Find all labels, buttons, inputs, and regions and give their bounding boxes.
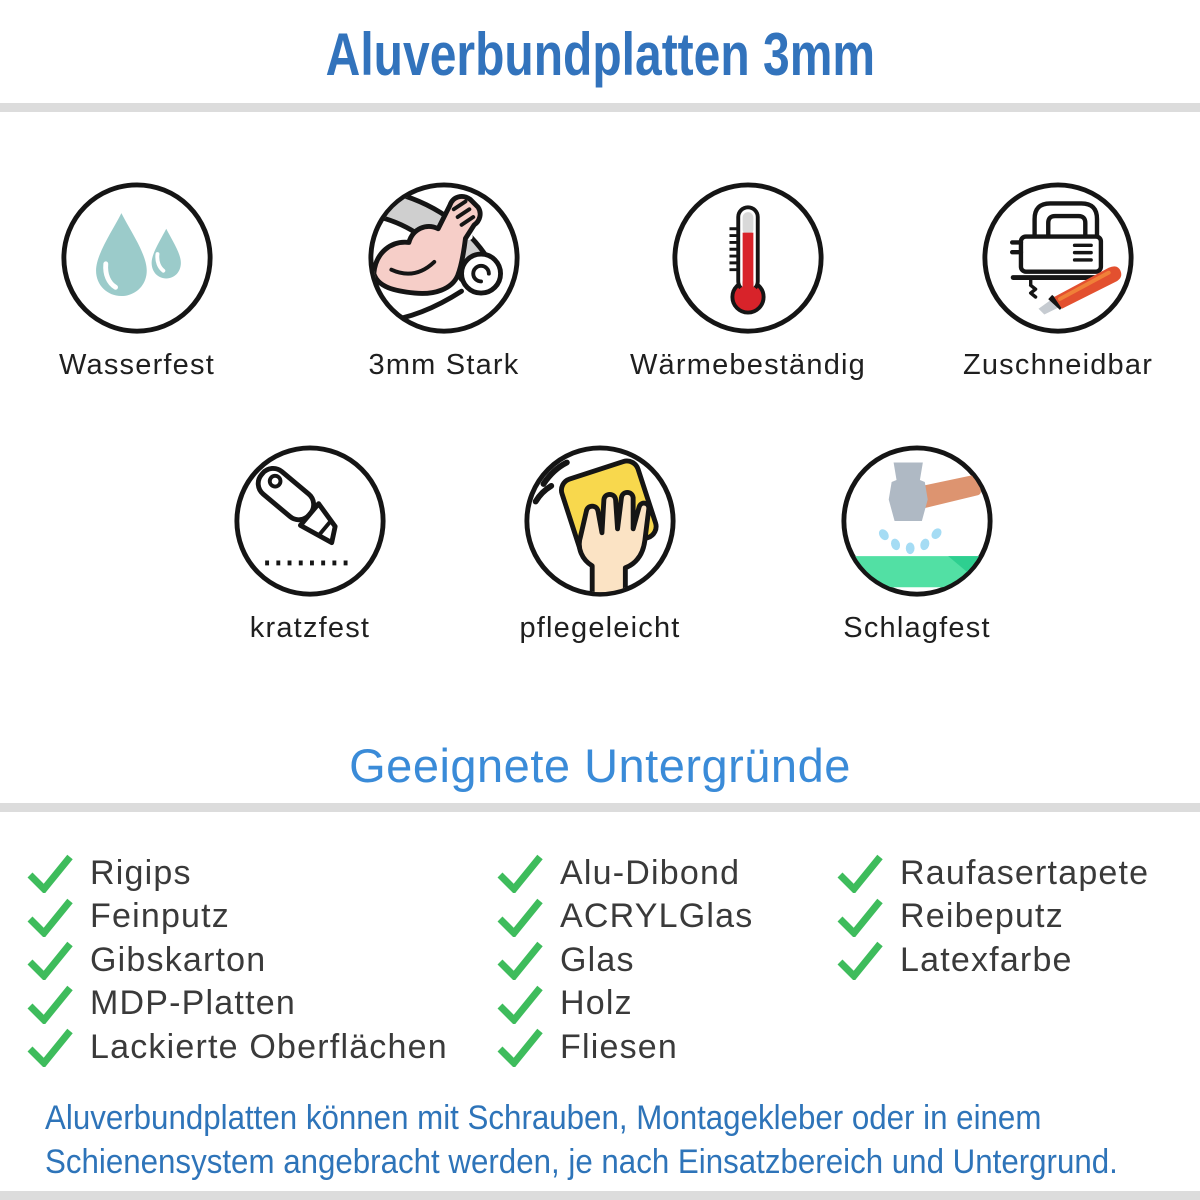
page-title: Aluverbundplatten 3mm bbox=[325, 21, 875, 88]
footer-line: Aluverbundplatten können mit Schrauben, Montagekleber oder in einem bbox=[45, 1099, 1042, 1137]
list-item-label: Reibeputz bbox=[900, 897, 1064, 936]
list-item-label: Lackierte Oberflächen bbox=[90, 1027, 448, 1066]
feature-kratzfest bbox=[160, 443, 460, 645]
list-item-label: Gibskarton bbox=[90, 940, 267, 979]
feature-label: pflegeleicht bbox=[519, 612, 681, 644]
list-item bbox=[497, 1027, 753, 1067]
check-icon bbox=[497, 1027, 543, 1067]
list-item-label: Glas bbox=[560, 940, 635, 979]
list-item bbox=[837, 940, 1149, 980]
list-item-label: Fliesen bbox=[560, 1027, 679, 1066]
cleaning-hand-icon bbox=[522, 443, 678, 599]
list-item-label: Feinputz bbox=[90, 897, 231, 936]
check-icon bbox=[27, 1027, 73, 1067]
feature-label: Zuschneidbar bbox=[962, 349, 1154, 381]
water-drops-icon bbox=[59, 180, 215, 336]
footer-note bbox=[45, 1096, 1195, 1184]
list-item bbox=[497, 897, 753, 937]
feature-pflegeleicht bbox=[450, 443, 750, 645]
divider bbox=[0, 803, 1200, 812]
list-item bbox=[27, 984, 448, 1024]
jigsaw-cutter-icon bbox=[980, 180, 1136, 336]
list-item bbox=[837, 897, 1149, 937]
feature-label: kratzfest bbox=[249, 612, 371, 644]
check-icon bbox=[837, 940, 883, 980]
list-item bbox=[837, 853, 1149, 893]
substrate-column-1 bbox=[27, 853, 448, 1071]
list-item-label: Latexfarbe bbox=[900, 940, 1073, 979]
feature-label: Wasserfest bbox=[59, 349, 215, 381]
divider bbox=[0, 1191, 1200, 1200]
list-item bbox=[497, 940, 753, 980]
feature-label: 3mm Stark bbox=[368, 349, 520, 381]
check-icon bbox=[837, 853, 883, 893]
footer-line: Schienensystem angebracht werden, je nach Einsatzbereich und Untergrund. bbox=[45, 1143, 1118, 1181]
hammer-impact-icon bbox=[839, 443, 995, 599]
feature-zuschneidbar bbox=[908, 180, 1200, 382]
list-item-label: MDP-Platten bbox=[90, 984, 296, 1023]
thermometer-icon bbox=[670, 180, 826, 336]
feature-label: Schlagfest bbox=[843, 612, 991, 644]
section-heading-untergruende: Geeignete Untergründe bbox=[349, 739, 851, 792]
list-item bbox=[497, 984, 753, 1024]
feature-label: Wärmebeständig bbox=[629, 349, 866, 381]
check-icon bbox=[497, 897, 543, 937]
list-item bbox=[497, 853, 753, 893]
list-item-label: Raufasertapete bbox=[900, 853, 1150, 892]
list-item bbox=[27, 1027, 448, 1067]
substrate-column-2 bbox=[497, 853, 753, 1071]
check-icon bbox=[837, 897, 883, 937]
feature-schlagfest bbox=[767, 443, 1067, 645]
list-item bbox=[27, 853, 448, 893]
muscle-arm-panel-icon bbox=[366, 180, 522, 336]
utility-knife-icon bbox=[232, 443, 388, 599]
divider bbox=[0, 103, 1200, 112]
list-item bbox=[27, 940, 448, 980]
check-icon bbox=[27, 897, 73, 937]
check-icon bbox=[27, 853, 73, 893]
list-item-label: ACRYLGlas bbox=[560, 897, 754, 936]
substrate-column-3 bbox=[837, 853, 1149, 984]
check-icon bbox=[497, 984, 543, 1024]
check-icon bbox=[497, 853, 543, 893]
check-icon bbox=[497, 940, 543, 980]
check-icon bbox=[27, 940, 73, 980]
list-item-label: Alu-Dibond bbox=[560, 853, 741, 892]
feature-3mm-stark bbox=[294, 180, 594, 382]
feature-wasserfest bbox=[0, 180, 287, 382]
feature-waermebestaendig bbox=[598, 180, 898, 382]
check-icon bbox=[27, 984, 73, 1024]
list-item-label: Rigips bbox=[90, 853, 192, 892]
list-item-label: Holz bbox=[560, 984, 633, 1023]
list-item bbox=[27, 897, 448, 937]
